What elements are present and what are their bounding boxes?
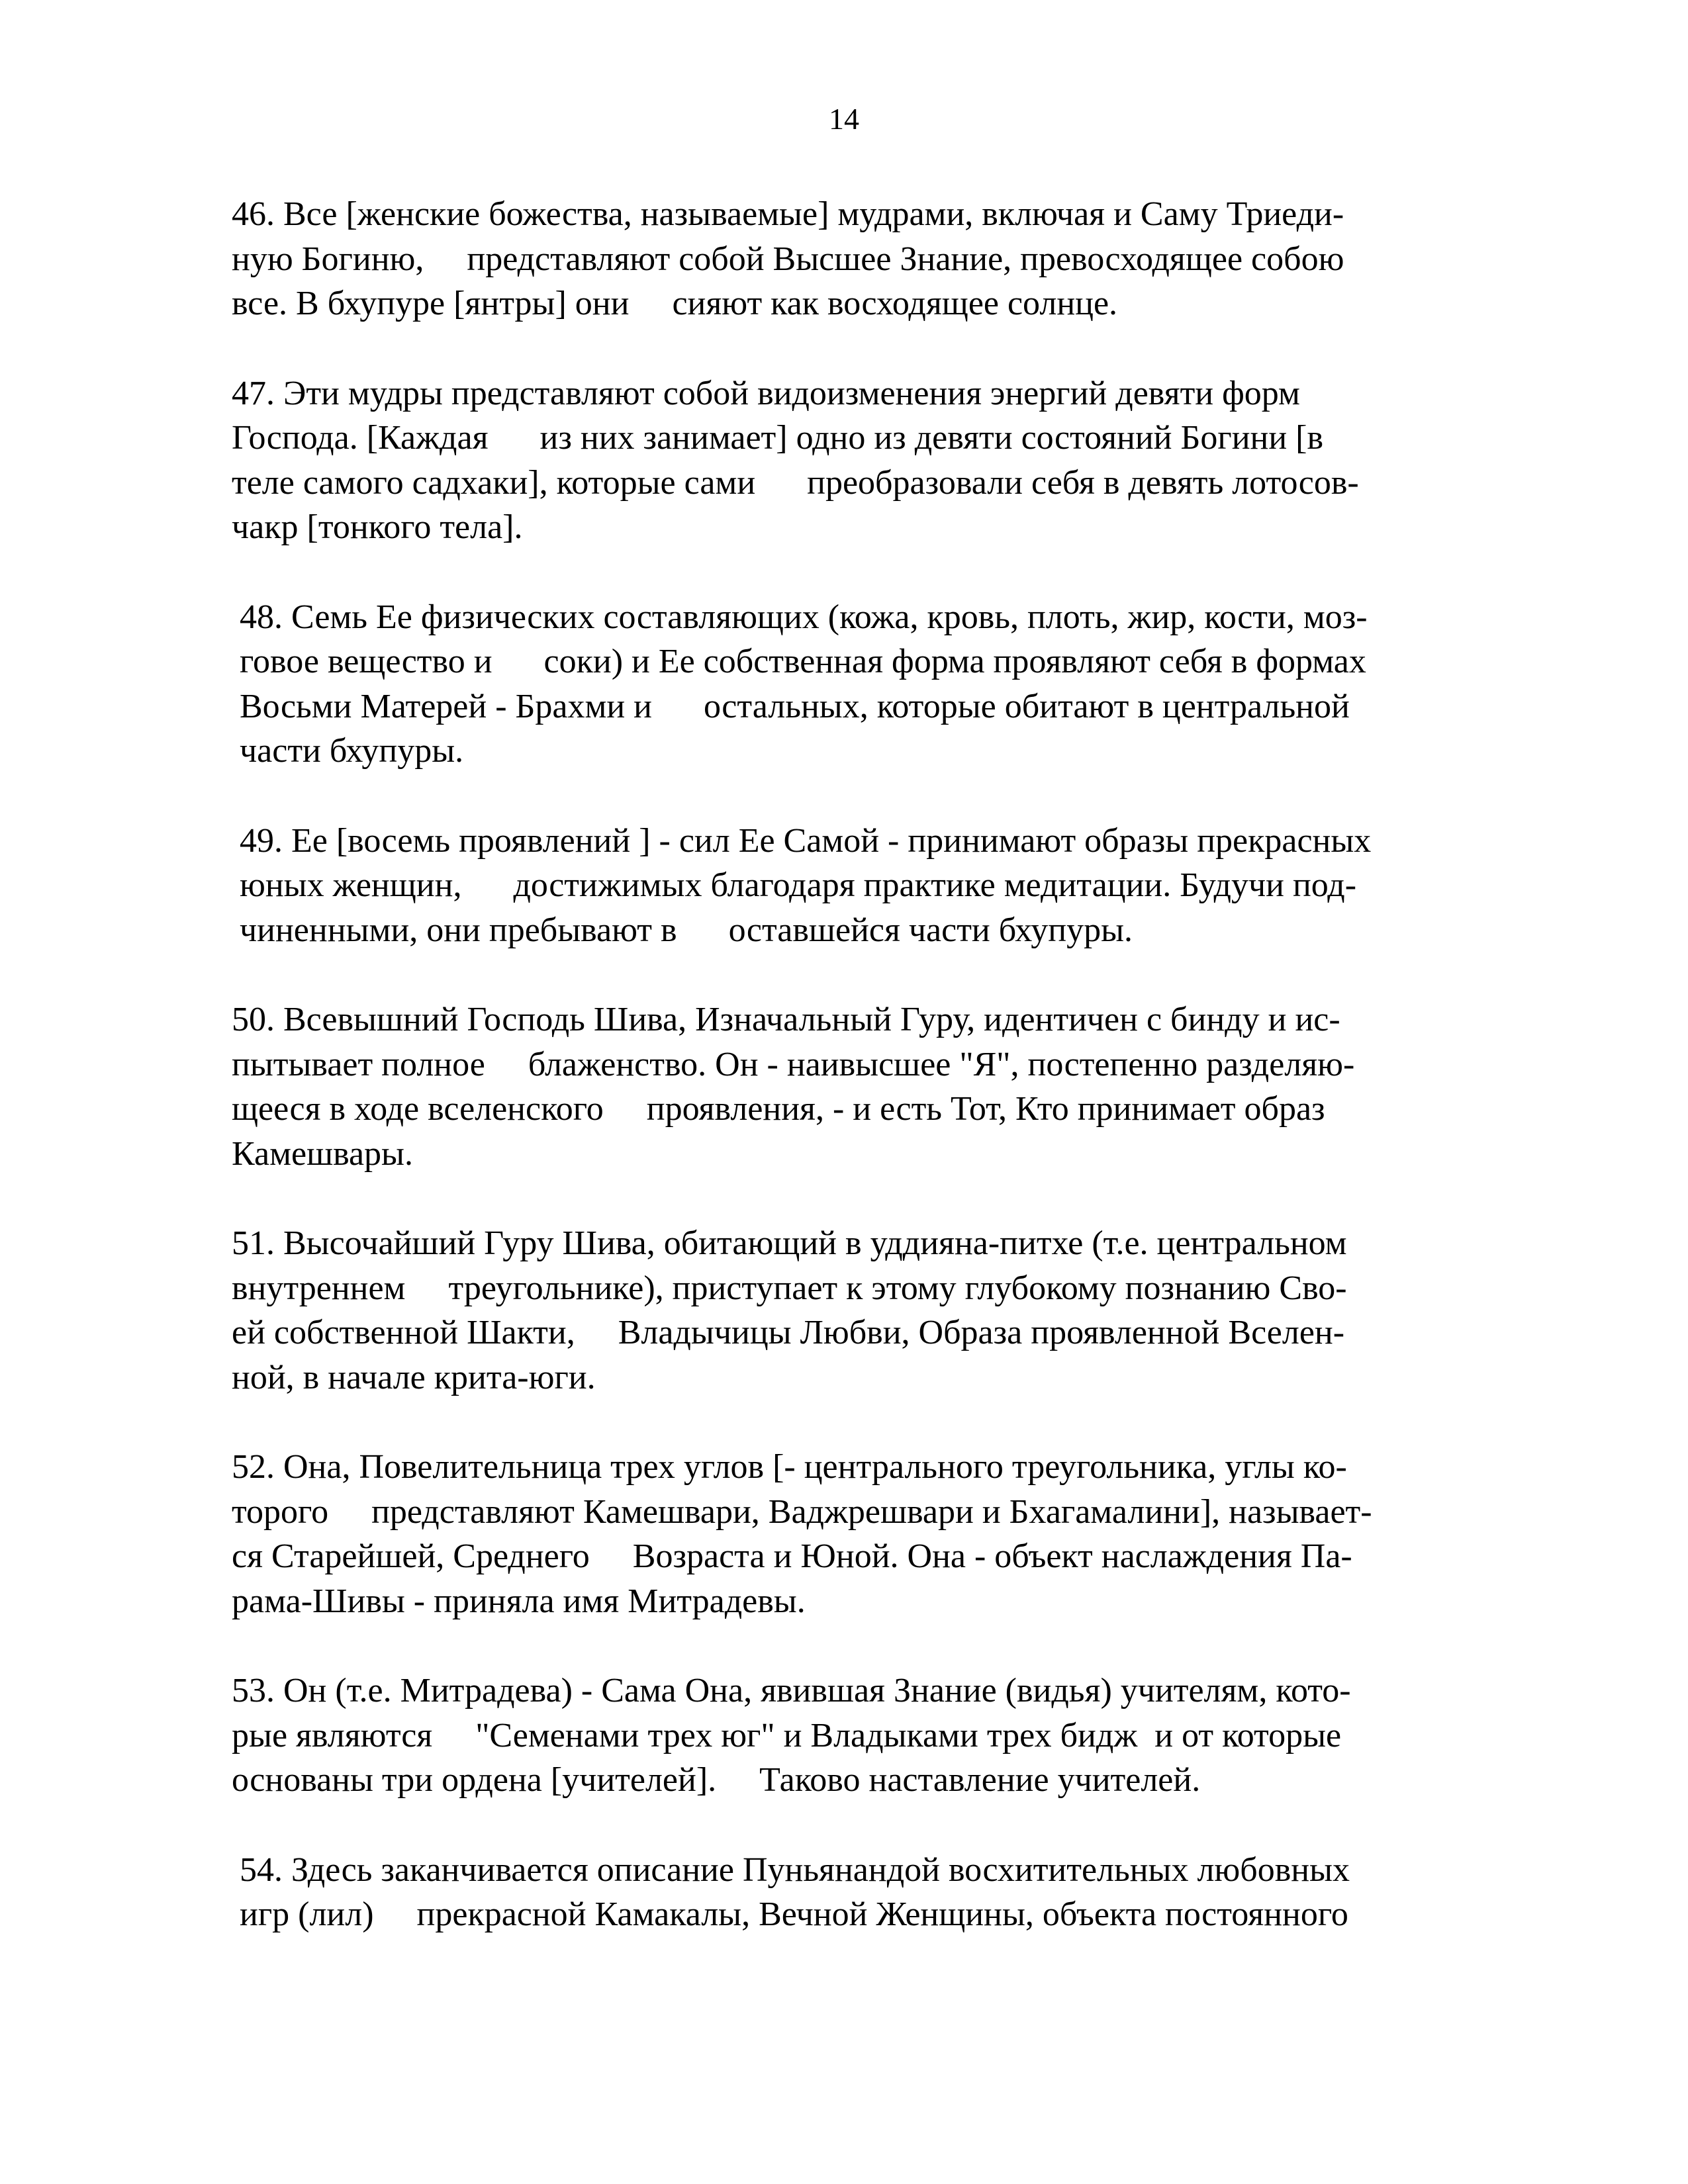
- text-line: ную Богиню, представляют собой Высшее Знание, превосходящее собою: [232, 240, 1344, 278]
- paragraph-46: [232, 192, 1523, 326]
- text-line: 51. Высочайший Гуру Шива, обитающий в уддияна-питхе (т.е. центральном: [232, 1224, 1347, 1262]
- page-number: 14: [829, 102, 859, 136]
- text-line: 48. Семь Ее физических составляющих (кожа, кровь, плоть, жир, кости, моз-: [240, 598, 1368, 636]
- text-line: внутреннем треугольнике), приступает к этому глубокому познанию Сво-: [232, 1269, 1347, 1307]
- paragraph-50: [232, 997, 1523, 1176]
- text-line: чиненными, они пребывают в оставшейся части бхупуры.: [240, 911, 1133, 949]
- text-line: рые являются "Семенами трех юг" и Владыками трех бидж и от которые: [232, 1716, 1342, 1754]
- text-line: рама-Шивы - приняла имя Митрадевы.: [232, 1582, 806, 1620]
- paragraph-53: [232, 1668, 1523, 1803]
- text-line: торого представляют Камешвари, Ваджрешвари и Бхагамалини], называет-: [232, 1492, 1372, 1531]
- text-line: 49. Ее [восемь проявлений ] - сил Ее Самой - принимают образы прекрасных: [240, 821, 1372, 860]
- text-line: теле самого садхаки], которые сами преобразовали себя в девять лотосов-: [232, 463, 1359, 502]
- text-line: части бхупуры.: [240, 732, 464, 770]
- text-line: Восьми Матерей - Брахми и остальных, которые обитают в центральной: [240, 687, 1350, 725]
- text-line: 52. Она, Повелительница трех углов [- центрального треугольника, углы ко-: [232, 1448, 1347, 1486]
- text-line: все. В бхупуре [янтры] они сияют как восходящее солнце.: [232, 285, 1118, 322]
- text-line: игр (лил) прекрасной Камакалы, Вечной Женщины, объекта постоянного: [240, 1895, 1348, 1933]
- text-line: ной, в начале крита-юги.: [232, 1358, 596, 1396]
- paragraph-49: [232, 819, 1523, 953]
- text-line: Господа. [Каждая из них занимает] одно из девяти состояний Богини [в: [232, 419, 1324, 457]
- text-line: пытывает полное блаженство. Он - наивысшее "Я", постепенно разделяю-: [232, 1045, 1355, 1083]
- text-line: щееся в ходе вселенского проявления, - и есть Тот, Кто принимает образ: [232, 1090, 1325, 1128]
- text-line: ся Старейшей, Среднего Возраста и Юной. Она - объект наслаждения Па-: [232, 1537, 1352, 1575]
- text-line: 46. Все [женские божества, называемые] мудрами, включая и Саму Триеди-: [232, 195, 1344, 233]
- text-line: говое вещество и соки) и Ее собственная форма проявляют себя в формах: [240, 643, 1366, 680]
- text-line: чакр [тонкого тела].: [232, 508, 523, 546]
- text-line: юных женщин, достижимых благодаря практике медитации. Будучи под-: [240, 866, 1357, 904]
- text-line: Камешвары.: [232, 1134, 413, 1173]
- paragraph-52: [232, 1445, 1523, 1623]
- text-line: 53. Он (т.е. Митрадева) - Сама Она, явившая Знание (видья) учителям, кото-: [232, 1672, 1351, 1709]
- text-line: основаны три ордена [учителей]. Таково наставление учителей.: [232, 1761, 1201, 1799]
- paragraph-54: [232, 1848, 1523, 1937]
- paragraph-51: [232, 1221, 1523, 1400]
- paragraph-47: [232, 371, 1523, 550]
- paragraph-48: [232, 595, 1523, 774]
- text-line: 54. Здесь заканчивается описание Пуньянандой восхитительных любовных: [240, 1850, 1350, 1889]
- text-line: 50. Всевышний Господь Шива, Изначальный Гуру, идентичен с бинду и ис-: [232, 1001, 1340, 1038]
- text-line: 47. Эти мудры представляют собой видоизменения энергий девяти форм: [232, 374, 1300, 412]
- document-body: [232, 192, 1523, 1982]
- text-line: ей собственной Шакти, Владычицы Любви, Образа проявленной Вселен-: [232, 1314, 1345, 1351]
